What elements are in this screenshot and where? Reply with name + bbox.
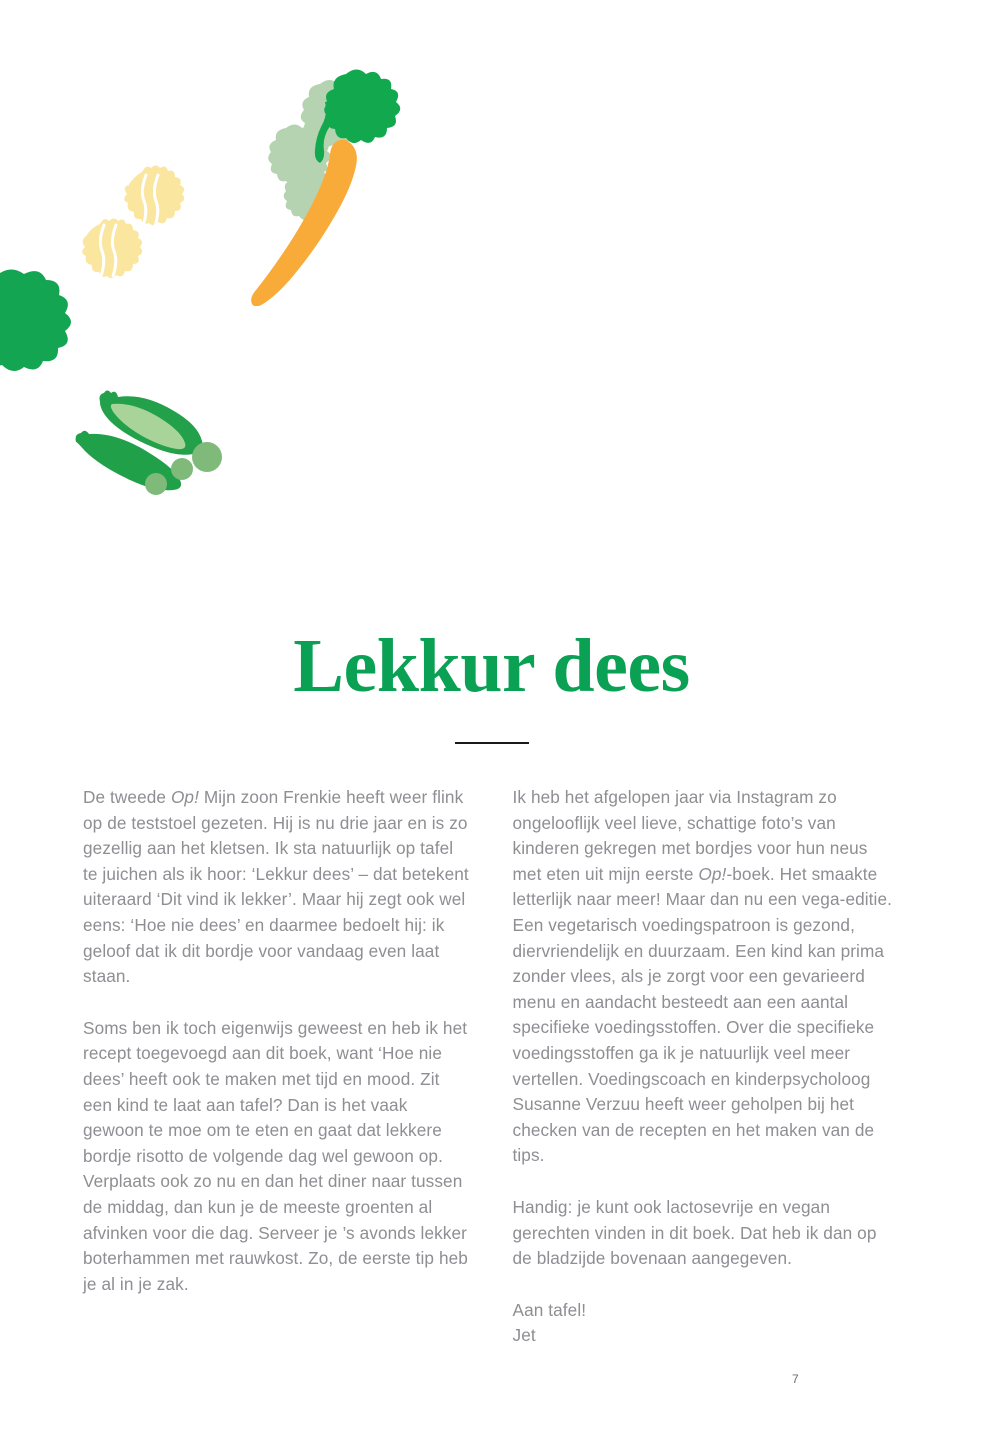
page-number: 7: [792, 1372, 799, 1386]
emphasis-text: Op!: [170, 787, 199, 807]
right-column: [513, 785, 901, 1349]
paragraph: Handig: je kunt ook lactosevrije en vegan gerechten vinden in dit boek. Dat heb ik dan op de bladzijde bovenaan aangegeven.: [512, 1196, 877, 1269]
paragraph: Aan tafel! Jet: [512, 1299, 587, 1346]
paragraph: Ik heb het afgelopen jaar via Instagram zo ongelooflijk veel lieve, schattige foto’s van kinderen gekregen met bordjes voor hun neus met eten uit mijn eerste Op!-boek. Het smaakte letterlijk naar meer! Maar dan nu een vega-editie. Een vegetarisch voedingspatroon is gezond, diervriendelijk en duurzaam. Een kind kan prima zonder vlees, als je zorgt voor een gevarieerd menu en aandacht besteedt aan een aantal specifieke voedingsstoffen. Over die specifieke voedingsstoffen ga ik je natuurlijk veel meer vertellen. Voedingscoach en kinderpsycholoog Susanne Verzuu heeft weer geholpen bij het checken van de recepten en het maken van de tips.: [512, 787, 893, 1166]
title-divider: [455, 742, 529, 744]
page-title: Lekkur dees: [293, 624, 690, 708]
emphasis-text: Op!: [698, 863, 727, 884]
body-columns: [83, 785, 900, 1349]
pasta-bowtie-icon: [70, 132, 210, 282]
paragraph: De tweede Op! Mijn zoon Frenkie heeft weer flink op de teststoel gezeten. Hij is nu drie jaar en is zo gezellig aan het kletsen. Ik sta natuurlijk op tafel te juichen als ik hoor: ‘Lekkur dees’ – dat betekent uiteraard ‘Dit vind ik lekker’. Maar hij zegt ook wel eens: ‘Hoe nie dees’ en daarmee bedoelt hij: ik geloof dat ik dit bordje voor vandaag even laat staan.: [83, 787, 469, 987]
carrot-icon: [228, 66, 418, 306]
broccoli-icon: [0, 262, 96, 392]
paragraph: Soms ben ik toch eigenwijs geweest en heb ik het recept toegevoegd aan dit boek, want ‘Hoe nie dees’ heeft ook te maken met tijd en mood. Zit een kind te laat aan tafel? Dan is het vaak gewoon te moe om te eten en gaat dat lekkere bordje risotto de volgende dag wel gewoon op. Verplaats ook zo nu en dan het diner naar tussen de middag, dan kun je de meeste groenten al afvinken voor die dag. Serveer je ’s avonds lekker boterhammen met rauwkost. Zo, de eerste tip heb je al in je zak.: [83, 1017, 468, 1294]
left-column: [83, 785, 471, 1349]
title-block: [0, 624, 983, 744]
pea-pod-icon: [66, 380, 246, 500]
